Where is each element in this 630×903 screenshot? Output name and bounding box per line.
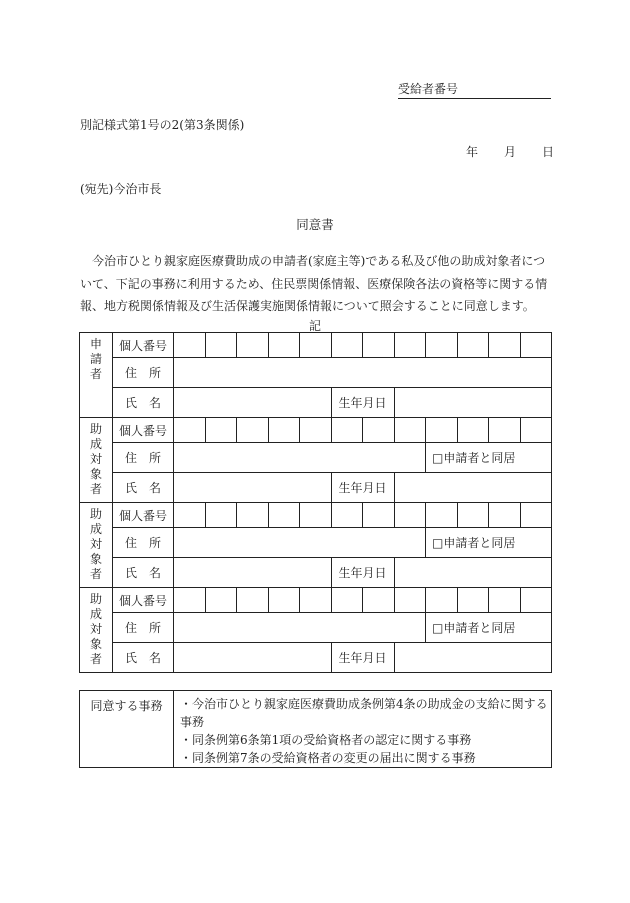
address-input[interactable] (174, 443, 426, 473)
address-input[interactable] (174, 528, 426, 558)
personal-number-digit-cell[interactable] (394, 418, 426, 443)
address-input[interactable] (174, 358, 552, 388)
personal-number-digit-cell[interactable] (205, 503, 237, 528)
name-label: 氏 名 (113, 473, 174, 503)
personal-number-label: 個人番号 (113, 333, 174, 358)
personal-number-digit-cell[interactable] (237, 503, 269, 528)
affairs-list (174, 691, 552, 768)
personal-number-digit-cell[interactable] (489, 503, 521, 528)
personal-number-digit-cell[interactable] (520, 333, 552, 358)
personal-number-digit-cell[interactable] (205, 333, 237, 358)
affair-item: ・今治市ひとり親家庭医療費助成条例第4条の助成金の支給に関する事務 (180, 697, 548, 729)
personal-number-digit-cell[interactable] (268, 503, 300, 528)
name-label: 氏 名 (113, 643, 174, 673)
date-month: 月 (504, 145, 517, 159)
consent-table (79, 332, 552, 673)
personal-number-digit-cell[interactable] (237, 333, 269, 358)
birthdate-label: 生年月日 (331, 473, 394, 503)
personal-number-digit-cell[interactable] (489, 333, 521, 358)
personal-number-digit-cell[interactable] (268, 333, 300, 358)
personal-number-digit-cell[interactable] (237, 418, 269, 443)
page-title: 同意書 (296, 217, 334, 232)
date-line (466, 143, 554, 160)
date-year: 年 (466, 145, 479, 159)
address-label: 住 所 (113, 358, 174, 388)
form-number: 別記様式第1号の2(第3条関係) (80, 118, 245, 132)
name-input[interactable] (174, 473, 332, 503)
personal-number-digit-cell[interactable] (520, 588, 552, 613)
address-input[interactable] (174, 613, 426, 643)
personal-number-digit-cell[interactable] (457, 588, 489, 613)
date-day: 日 (542, 145, 555, 159)
affair-item: ・同条例第6条第1項の受給資格者の認定に関する事務 (180, 733, 472, 747)
personal-number-digit-cell[interactable] (363, 418, 395, 443)
personal-number-digit-cell[interactable] (174, 503, 206, 528)
personal-number-digit-cell[interactable] (174, 418, 206, 443)
cohabit-checkbox[interactable]: □申請者と同居 (426, 613, 552, 643)
personal-number-digit-cell[interactable] (331, 503, 363, 528)
receipt-number-field[interactable] (398, 80, 551, 99)
personal-number-digit-cell[interactable] (331, 418, 363, 443)
personal-number-digit-cell[interactable] (394, 503, 426, 528)
personal-number-label: 個人番号 (113, 503, 174, 528)
address-label: 住 所 (113, 613, 174, 643)
name-label: 氏 名 (113, 558, 174, 588)
address-label: 住 所 (113, 443, 174, 473)
personal-number-digit-cell[interactable] (331, 333, 363, 358)
ki-label: 記 (308, 319, 321, 333)
affairs-header: 同意する事務 (80, 691, 174, 768)
personal-number-digit-cell[interactable] (457, 418, 489, 443)
cohabit-checkbox[interactable]: □申請者と同居 (426, 528, 552, 558)
birthdate-label: 生年月日 (331, 643, 394, 673)
target-label: 助 成 対 象 者 (80, 588, 113, 673)
name-input[interactable] (174, 558, 332, 588)
personal-number-digit-cell[interactable] (300, 588, 332, 613)
personal-number-digit-cell[interactable] (489, 588, 521, 613)
cohabit-checkbox[interactable]: □申請者と同居 (426, 443, 552, 473)
personal-number-digit-cell[interactable] (205, 418, 237, 443)
personal-number-digit-cell[interactable] (394, 588, 426, 613)
birthdate-label: 生年月日 (331, 388, 394, 418)
personal-number-digit-cell[interactable] (426, 333, 458, 358)
personal-number-digit-cell[interactable] (426, 588, 458, 613)
birthdate-label: 生年月日 (331, 558, 394, 588)
personal-number-label: 個人番号 (113, 588, 174, 613)
personal-number-digit-cell[interactable] (457, 503, 489, 528)
name-input[interactable] (174, 643, 332, 673)
personal-number-digit-cell[interactable] (394, 333, 426, 358)
birthdate-input[interactable] (394, 558, 552, 588)
affair-item: ・同条例第7条の受給資格者の変更の届出に関する事務 (180, 751, 476, 765)
personal-number-digit-cell[interactable] (174, 588, 206, 613)
personal-number-digit-cell[interactable] (268, 418, 300, 443)
personal-number-digit-cell[interactable] (520, 418, 552, 443)
personal-number-label: 個人番号 (113, 418, 174, 443)
name-label: 氏 名 (113, 388, 174, 418)
personal-number-digit-cell[interactable] (520, 503, 552, 528)
birthdate-input[interactable] (394, 473, 552, 503)
personal-number-digit-cell[interactable] (426, 503, 458, 528)
personal-number-digit-cell[interactable] (363, 503, 395, 528)
address-label: 住 所 (113, 528, 174, 558)
personal-number-digit-cell[interactable] (174, 333, 206, 358)
personal-number-digit-cell[interactable] (426, 418, 458, 443)
target-label: 助 成 対 象 者 (80, 503, 113, 588)
personal-number-digit-cell[interactable] (363, 588, 395, 613)
birthdate-input[interactable] (394, 388, 552, 418)
personal-number-digit-cell[interactable] (300, 333, 332, 358)
affairs-table (79, 690, 552, 768)
applicant-label: 申 請 者 (80, 333, 113, 418)
personal-number-digit-cell[interactable] (363, 333, 395, 358)
birthdate-input[interactable] (394, 643, 552, 673)
personal-number-digit-cell[interactable] (331, 588, 363, 613)
personal-number-digit-cell[interactable] (300, 503, 332, 528)
personal-number-digit-cell[interactable] (237, 588, 269, 613)
personal-number-digit-cell[interactable] (205, 588, 237, 613)
personal-number-digit-cell[interactable] (300, 418, 332, 443)
consent-text: 今治市ひとり親家庭医療費助成の申請者(家庭主等)である私及び他の助成対象者について、下記の事務に利用するため、住民票関係情報、医療保険各法の資格等に関する情報、地方税関係情報及び生活保護実施関係情報について照会することに同意します。 (80, 254, 548, 313)
personal-number-digit-cell[interactable] (489, 418, 521, 443)
name-input[interactable] (174, 388, 332, 418)
target-label: 助 成 対 象 者 (80, 418, 113, 503)
personal-number-digit-cell[interactable] (268, 588, 300, 613)
receipt-number-label: 受給者番号 (398, 82, 459, 96)
personal-number-digit-cell[interactable] (457, 333, 489, 358)
addressee: (宛先)今治市長 (80, 182, 162, 196)
